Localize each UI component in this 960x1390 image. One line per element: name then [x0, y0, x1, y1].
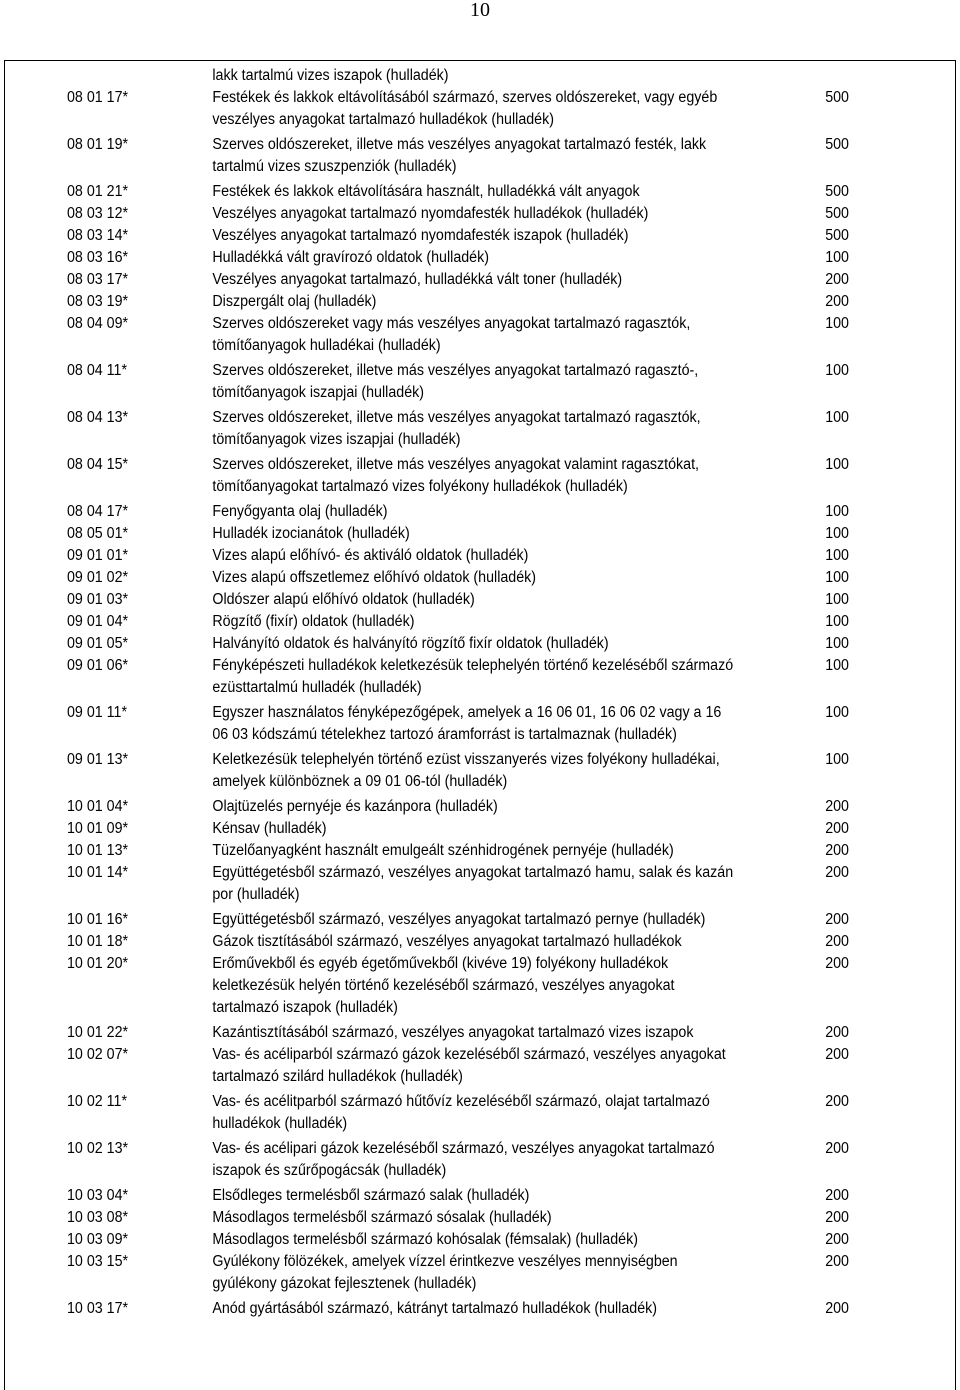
limit-value: 500	[825, 183, 849, 200]
limit-value: 200	[825, 798, 849, 815]
waste-description	[212, 796, 803, 818]
description-line: tartalmazó iszapok (hulladék)	[212, 999, 398, 1016]
limit-value: 200	[825, 1187, 849, 1204]
table-row	[67, 225, 849, 247]
waste-description	[212, 501, 803, 523]
table-row	[67, 203, 849, 225]
table-row	[67, 65, 849, 87]
waste-code: 10 01 18*	[67, 933, 129, 950]
waste-description	[212, 909, 803, 931]
waste-description	[212, 1185, 803, 1207]
waste-description	[212, 87, 803, 134]
table-row	[67, 181, 849, 203]
limit-value: 200	[825, 955, 849, 972]
waste-description	[212, 702, 803, 749]
waste-description	[212, 818, 803, 840]
waste-code	[67, 65, 212, 87]
waste-code: 10 01 20*	[67, 955, 129, 972]
waste-description	[212, 269, 803, 291]
description-line: Vas- és acélitparból származó hűtővíz kezeléséből származó, olajat tartalmazó	[212, 1093, 710, 1110]
table-row	[67, 134, 849, 181]
description-line: Vizes alapú előhívó- és aktiváló oldatok (hulladék)	[212, 547, 529, 564]
limit-value: 200	[825, 1093, 849, 1110]
waste-code: 08 01 17*	[67, 89, 129, 106]
description-line: Gázok tisztításából származó, veszélyes anyagokat tartalmazó hulladékok	[212, 933, 682, 950]
table-row	[67, 1044, 849, 1091]
waste-description	[212, 247, 803, 269]
table-row	[67, 407, 849, 454]
description-line: Vas- és acélipari gázok kezeléséből származó, veszélyes anyagokat tartalmazó	[212, 1140, 715, 1157]
waste-code: 10 01 04*	[67, 798, 129, 815]
waste-description	[212, 545, 803, 567]
description-line: Fényképészeti hulladékok keletkezésük telephelyén történő kezeléséből származó	[212, 657, 734, 674]
waste-code: 08 04 09*	[67, 315, 129, 332]
description-line: Együttégetésből származó, veszélyes anyagokat tartalmazó pernye (hulladék)	[212, 911, 706, 928]
table-row	[67, 1022, 849, 1044]
table-row	[67, 589, 849, 611]
table-row	[67, 1229, 849, 1251]
description-line: Veszélyes anyagokat tartalmazó, hulladékká vált toner (hulladék)	[212, 271, 623, 288]
limit-value: 200	[825, 271, 849, 288]
limit-value: 100	[825, 409, 849, 426]
waste-code-table	[4, 60, 956, 1390]
waste-code: 09 01 13*	[67, 751, 129, 768]
waste-description	[212, 134, 803, 181]
waste-code: 10 01 22*	[67, 1024, 129, 1041]
waste-description	[212, 523, 803, 545]
waste-code: 10 01 13*	[67, 842, 129, 859]
waste-code: 08 04 15*	[67, 456, 129, 473]
limit-value: 100	[825, 751, 849, 768]
description-line: Szerves oldószereket vagy más veszélyes anyagokat tartalmazó ragasztók,	[212, 315, 691, 332]
waste-description	[212, 840, 803, 862]
table-row	[67, 909, 849, 931]
waste-code: 08 04 17*	[67, 503, 129, 520]
waste-code: 10 03 15*	[67, 1253, 129, 1270]
waste-description	[212, 360, 803, 407]
waste-code: 10 02 07*	[67, 1046, 129, 1063]
waste-description	[212, 291, 803, 313]
limit-value: 100	[825, 525, 849, 542]
waste-code: 09 01 01*	[67, 547, 129, 564]
table-row	[67, 523, 849, 545]
waste-code: 08 03 14*	[67, 227, 129, 244]
limit-value: 100	[825, 613, 849, 630]
waste-code: 09 01 05*	[67, 635, 129, 652]
table-row	[67, 1091, 849, 1138]
description-line: Rögzítő (fixír) oldatok (hulladék)	[212, 613, 415, 630]
waste-description	[212, 931, 803, 953]
limit-value: 500	[825, 227, 849, 244]
table-row	[67, 567, 849, 589]
description-line: Fenyőgyanta olaj (hulladék)	[212, 503, 388, 520]
description-line: por (hulladék)	[212, 886, 300, 903]
table-row	[67, 931, 849, 953]
limit-value: 100	[825, 456, 849, 473]
table-row	[67, 702, 849, 749]
description-line: tartalmazó szilárd hulladékok (hulladék)	[212, 1068, 463, 1085]
description-line: Diszpergált olaj (hulladék)	[212, 293, 377, 310]
waste-description	[212, 1138, 803, 1185]
description-line: Erőművekből és egyéb égetőművekből (kivéve 19) folyékony hulladékok	[212, 955, 669, 972]
description-line: 06 03 kódszámú tételekhez tartozó áramforrást is tartalmaznak (hulladék)	[212, 726, 677, 743]
table-row	[67, 862, 849, 909]
limit-value: 200	[825, 1253, 849, 1270]
table-row	[67, 501, 849, 523]
description-line: tömítőanyagok vizes iszapjai (hulladék)	[212, 431, 461, 448]
description-line: iszapok és szűrőpogácsák (hulladék)	[212, 1162, 447, 1179]
waste-code: 09 01 02*	[67, 569, 129, 586]
table-row	[67, 796, 849, 818]
waste-description	[212, 1044, 803, 1091]
limit-value: 100	[825, 547, 849, 564]
description-line: Szerves oldószereket, illetve más veszélyes anyagokat tartalmazó festék, lakk	[212, 136, 707, 153]
limit-value: 200	[825, 1140, 849, 1157]
limit-value: 100	[825, 569, 849, 586]
waste-code: 10 03 09*	[67, 1231, 129, 1248]
description-line: Oldószer alapú előhívó oldatok (hulladék)	[212, 591, 475, 608]
limit-value: 100	[825, 315, 849, 332]
page-number: 10	[470, 0, 490, 21]
limit-value: 200	[825, 1300, 849, 1317]
limit-value: 100	[825, 591, 849, 608]
description-line: Tüzelőanyagként használt emulgeált szénhidrogének pernyéje (hulladék)	[212, 842, 674, 859]
waste-code-list	[67, 65, 849, 1320]
limit-value: 100	[825, 657, 849, 674]
limit-value: 200	[825, 1024, 849, 1041]
table-row	[67, 545, 849, 567]
description-line: Festékek és lakkok eltávolításából származó, szerves oldószereket, vagy egyéb	[212, 89, 718, 106]
description-line: Vas- és acéliparból származó gázok kezeléséből származó, veszélyes anyagokat	[212, 1046, 726, 1063]
waste-description	[212, 611, 803, 633]
waste-code: 10 01 16*	[67, 911, 129, 928]
waste-code: 08 03 19*	[67, 293, 129, 310]
waste-description	[212, 655, 803, 702]
description-line: tömítőanyagok hulladékai (hulladék)	[212, 337, 441, 354]
table-row	[67, 454, 849, 501]
limit-value: 500	[825, 205, 849, 222]
description-line: gyúlékony gázokat fejlesztenek (hulladék)	[212, 1275, 477, 1292]
description-line: Festékek és lakkok eltávolítására használt, hulladékká vált anyagok	[212, 183, 640, 200]
waste-description	[212, 1229, 803, 1251]
description-line: Egyszer használatos fényképezőgépek, amelyek a 16 06 01, 16 06 02 vagy a 16	[212, 704, 722, 721]
limit-value: 500	[825, 89, 849, 106]
limit-value: 100	[825, 249, 849, 266]
waste-code: 09 01 11*	[67, 704, 128, 721]
waste-description	[212, 1298, 803, 1320]
waste-code: 08 05 01*	[67, 525, 129, 542]
table-row	[67, 840, 849, 862]
table-row	[67, 1298, 849, 1320]
waste-description	[212, 65, 803, 87]
limit-value	[803, 65, 849, 87]
limit-value: 100	[825, 503, 849, 520]
waste-description	[212, 567, 803, 589]
description-line: keletkezésük helyén történő kezeléséből származó, veszélyes anyagokat	[212, 977, 675, 994]
waste-code: 10 01 09*	[67, 820, 129, 837]
table-row	[67, 749, 849, 796]
waste-description	[212, 749, 803, 796]
waste-description	[212, 1207, 803, 1229]
table-row	[67, 818, 849, 840]
description-line: tömítőanyagokat tartalmazó vizes folyékony hulladékok (hulladék)	[212, 478, 628, 495]
waste-code: 10 02 11*	[67, 1093, 128, 1110]
waste-code: 08 03 16*	[67, 249, 129, 266]
description-line: Halványító oldatok és halványító rögzítő fixír oldatok (hulladék)	[212, 635, 609, 652]
description-line: Vizes alapú offszetlemez előhívó oldatok (hulladék)	[212, 569, 537, 586]
table-row	[67, 611, 849, 633]
waste-description	[212, 633, 803, 655]
table-row	[67, 655, 849, 702]
limit-value: 200	[825, 1209, 849, 1226]
description-line: veszélyes anyagokat tartalmazó hulladékok (hulladék)	[212, 111, 554, 128]
table-row	[67, 1207, 849, 1229]
description-line: lakk tartalmú vizes iszapok (hulladék)	[212, 67, 449, 84]
limit-value: 200	[825, 1046, 849, 1063]
limit-value: 100	[825, 635, 849, 652]
waste-code: 08 03 12*	[67, 205, 129, 222]
limit-value: 200	[825, 293, 849, 310]
waste-code: 10 02 13*	[67, 1140, 129, 1157]
limit-value: 100	[825, 362, 849, 379]
description-line: Kénsav (hulladék)	[212, 820, 327, 837]
description-line: Veszélyes anyagokat tartalmazó nyomdafesték iszapok (hulladék)	[212, 227, 629, 244]
limit-value: 200	[825, 820, 849, 837]
description-line: Hulladék izocianátok (hulladék)	[212, 525, 410, 542]
waste-description	[212, 225, 803, 247]
table-row	[67, 360, 849, 407]
description-line: Elsődleges termelésből származó salak (hulladék)	[212, 1187, 530, 1204]
waste-code: 09 01 06*	[67, 657, 129, 674]
limit-value: 500	[825, 136, 849, 153]
description-line: Gyúlékony fölözékek, amelyek vízzel érintkezve veszélyes mennyiségben	[212, 1253, 678, 1270]
limit-value: 200	[825, 911, 849, 928]
table-row	[67, 1251, 849, 1298]
limit-value: 200	[825, 842, 849, 859]
description-line: Szerves oldószereket, illetve más veszélyes anyagokat valamint ragasztókat,	[212, 456, 700, 473]
description-line: Kazántisztításából származó, veszélyes anyagokat tartalmazó vizes iszapok	[212, 1024, 694, 1041]
waste-description	[212, 203, 803, 225]
description-line: Hulladékká vált gravírozó oldatok (hulladék)	[212, 249, 489, 266]
limit-value: 200	[825, 933, 849, 950]
waste-code: 10 03 17*	[67, 1300, 129, 1317]
waste-code: 08 01 19*	[67, 136, 129, 153]
waste-description	[212, 862, 803, 909]
table-row	[67, 1138, 849, 1185]
description-line: tartalmú vizes szuszpenziók (hulladék)	[212, 158, 457, 175]
waste-code: 08 04 13*	[67, 409, 129, 426]
table-row	[67, 313, 849, 360]
limit-value: 200	[825, 864, 849, 881]
limit-value: 200	[825, 1231, 849, 1248]
description-line: Anód gyártásából származó, kátrányt tartalmazó hulladékok (hulladék)	[212, 1300, 658, 1317]
table-row	[67, 1185, 849, 1207]
waste-code: 08 01 21*	[67, 183, 129, 200]
waste-code: 09 01 03*	[67, 591, 129, 608]
description-line: hulladékok (hulladék)	[212, 1115, 348, 1132]
description-line: Együttégetésből származó, veszélyes anyagokat tartalmazó hamu, salak és kazán	[212, 864, 734, 881]
table-row	[67, 953, 849, 1022]
waste-description	[212, 1022, 803, 1044]
waste-description	[212, 454, 803, 501]
description-line: Szerves oldószereket, illetve más veszélyes anyagokat tartalmazó ragasztó-,	[212, 362, 699, 379]
description-line: tömítőanyagok iszapjai (hulladék)	[212, 384, 425, 401]
table-row	[67, 633, 849, 655]
waste-code: 10 03 04*	[67, 1187, 129, 1204]
waste-description	[212, 407, 803, 454]
waste-description	[212, 313, 803, 360]
waste-code: 08 03 17*	[67, 271, 129, 288]
description-line: Olajtüzelés pernyéje és kazánpora (hulladék)	[212, 798, 498, 815]
table-row	[67, 269, 849, 291]
description-line: Másodlagos termelésből származó kohósalak (fémsalak) (hulladék)	[212, 1231, 638, 1248]
waste-description	[212, 953, 803, 1022]
table-row	[67, 291, 849, 313]
waste-code: 09 01 04*	[67, 613, 129, 630]
description-line: amelyek különböznek a 09 01 06-tól (hulladék)	[212, 773, 508, 790]
waste-code: 10 03 08*	[67, 1209, 129, 1226]
waste-description	[212, 1091, 803, 1138]
description-line: Veszélyes anyagokat tartalmazó nyomdafesték hulladékok (hulladék)	[212, 205, 649, 222]
table-row	[67, 247, 849, 269]
description-line: Keletkezésük telephelyén történő ezüst visszanyerés vizes folyékony hulladékai,	[212, 751, 720, 768]
waste-description	[212, 1251, 803, 1298]
waste-code: 08 04 11*	[67, 362, 128, 379]
table-row	[67, 87, 849, 134]
waste-description	[212, 181, 803, 203]
waste-code: 10 01 14*	[67, 864, 129, 881]
description-line: Másodlagos termelésből származó sósalak (hulladék)	[212, 1209, 552, 1226]
description-line: Szerves oldószereket, illetve más veszélyes anyagokat tartalmazó ragasztók,	[212, 409, 701, 426]
waste-description	[212, 589, 803, 611]
limit-value: 100	[825, 704, 849, 721]
description-line: ezüsttartalmú hulladék (hulladék)	[212, 679, 422, 696]
